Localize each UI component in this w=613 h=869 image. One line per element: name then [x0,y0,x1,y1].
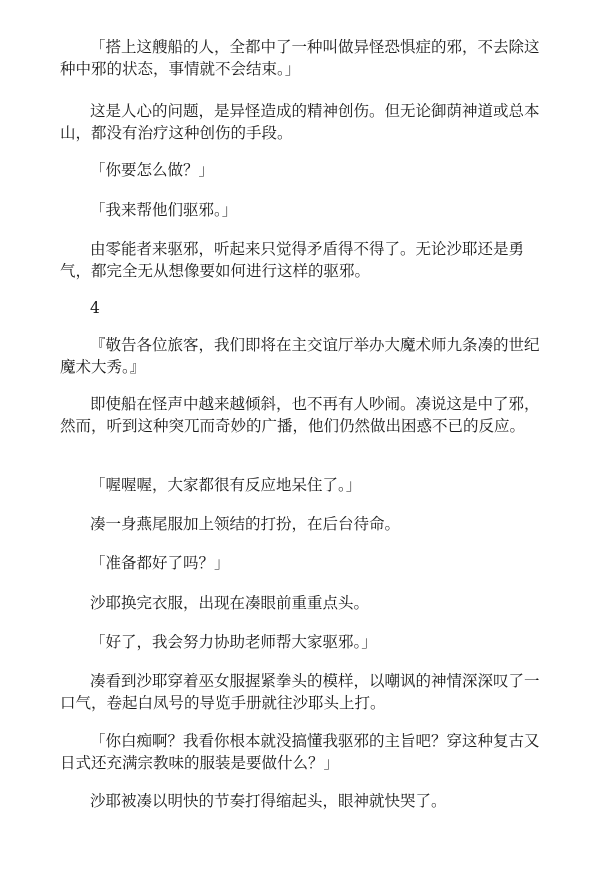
paragraph: 即使船在怪声中越来越倾斜，也不再有人吵闹。凑说这是中了邪，然而，听到这种突兀而奇妙的广播，他们仍然做出困惑不已的反应。 [60,395,540,435]
section-number: 4 [90,299,100,317]
paragraph: 「准备都好了吗？」 [90,554,230,572]
paragraph: 「你白痴啊？我看你根本就没搞懂我驱邪的主旨吧？穿这种复古又日式还充满宗教味的服装是要做什么？」 [60,732,540,772]
paragraph: 沙耶换完衣服，出现在凑眼前重重点头。 [90,594,370,612]
paragraph: 这是人心的问题，是异怪造成的精神创伤。但无论御荫神道或总本山，都没有治疗这种创伤的手段。 [60,102,540,142]
paragraph: 「搭上这艘船的人，全都中了一种叫做异怪恐惧症的邪，不去除这种中邪的状态，事情就不会结束。」 [60,38,540,78]
paragraph: 「好了，我会努力协助老师帮大家驱邪。」 [90,633,377,651]
paragraph: 沙耶被凑以明快的节奏打得缩起头，眼神就快哭了。 [90,792,447,810]
paragraph: 『敬告各位旅客，我们即将在主交谊厅举办大魔术师九条凑的世纪魔术大秀。』 [60,336,540,376]
paragraph: 「你要怎么做？」 [90,161,215,179]
paragraph: 「我来帮他们驱邪。」 [90,201,238,219]
paragraph: 凑一身燕尾服加上领结的打扮，在后台待命。 [90,515,401,533]
paragraph: 凑看到沙耶穿着巫女服握紧拳头的模样，以嘲讽的神情深深叹了一口气，卷起白凤号的导览手册就往沙耶头上打。 [60,672,540,712]
paragraph: 「喔喔喔，大家都很有反应地呆住了。」 [90,476,362,494]
paragraph: 由零能者来驱邪，听起来只觉得矛盾得不得了。无论沙耶还是勇气，都完全无从想像要如何进行这样的驱邪。 [60,240,525,280]
